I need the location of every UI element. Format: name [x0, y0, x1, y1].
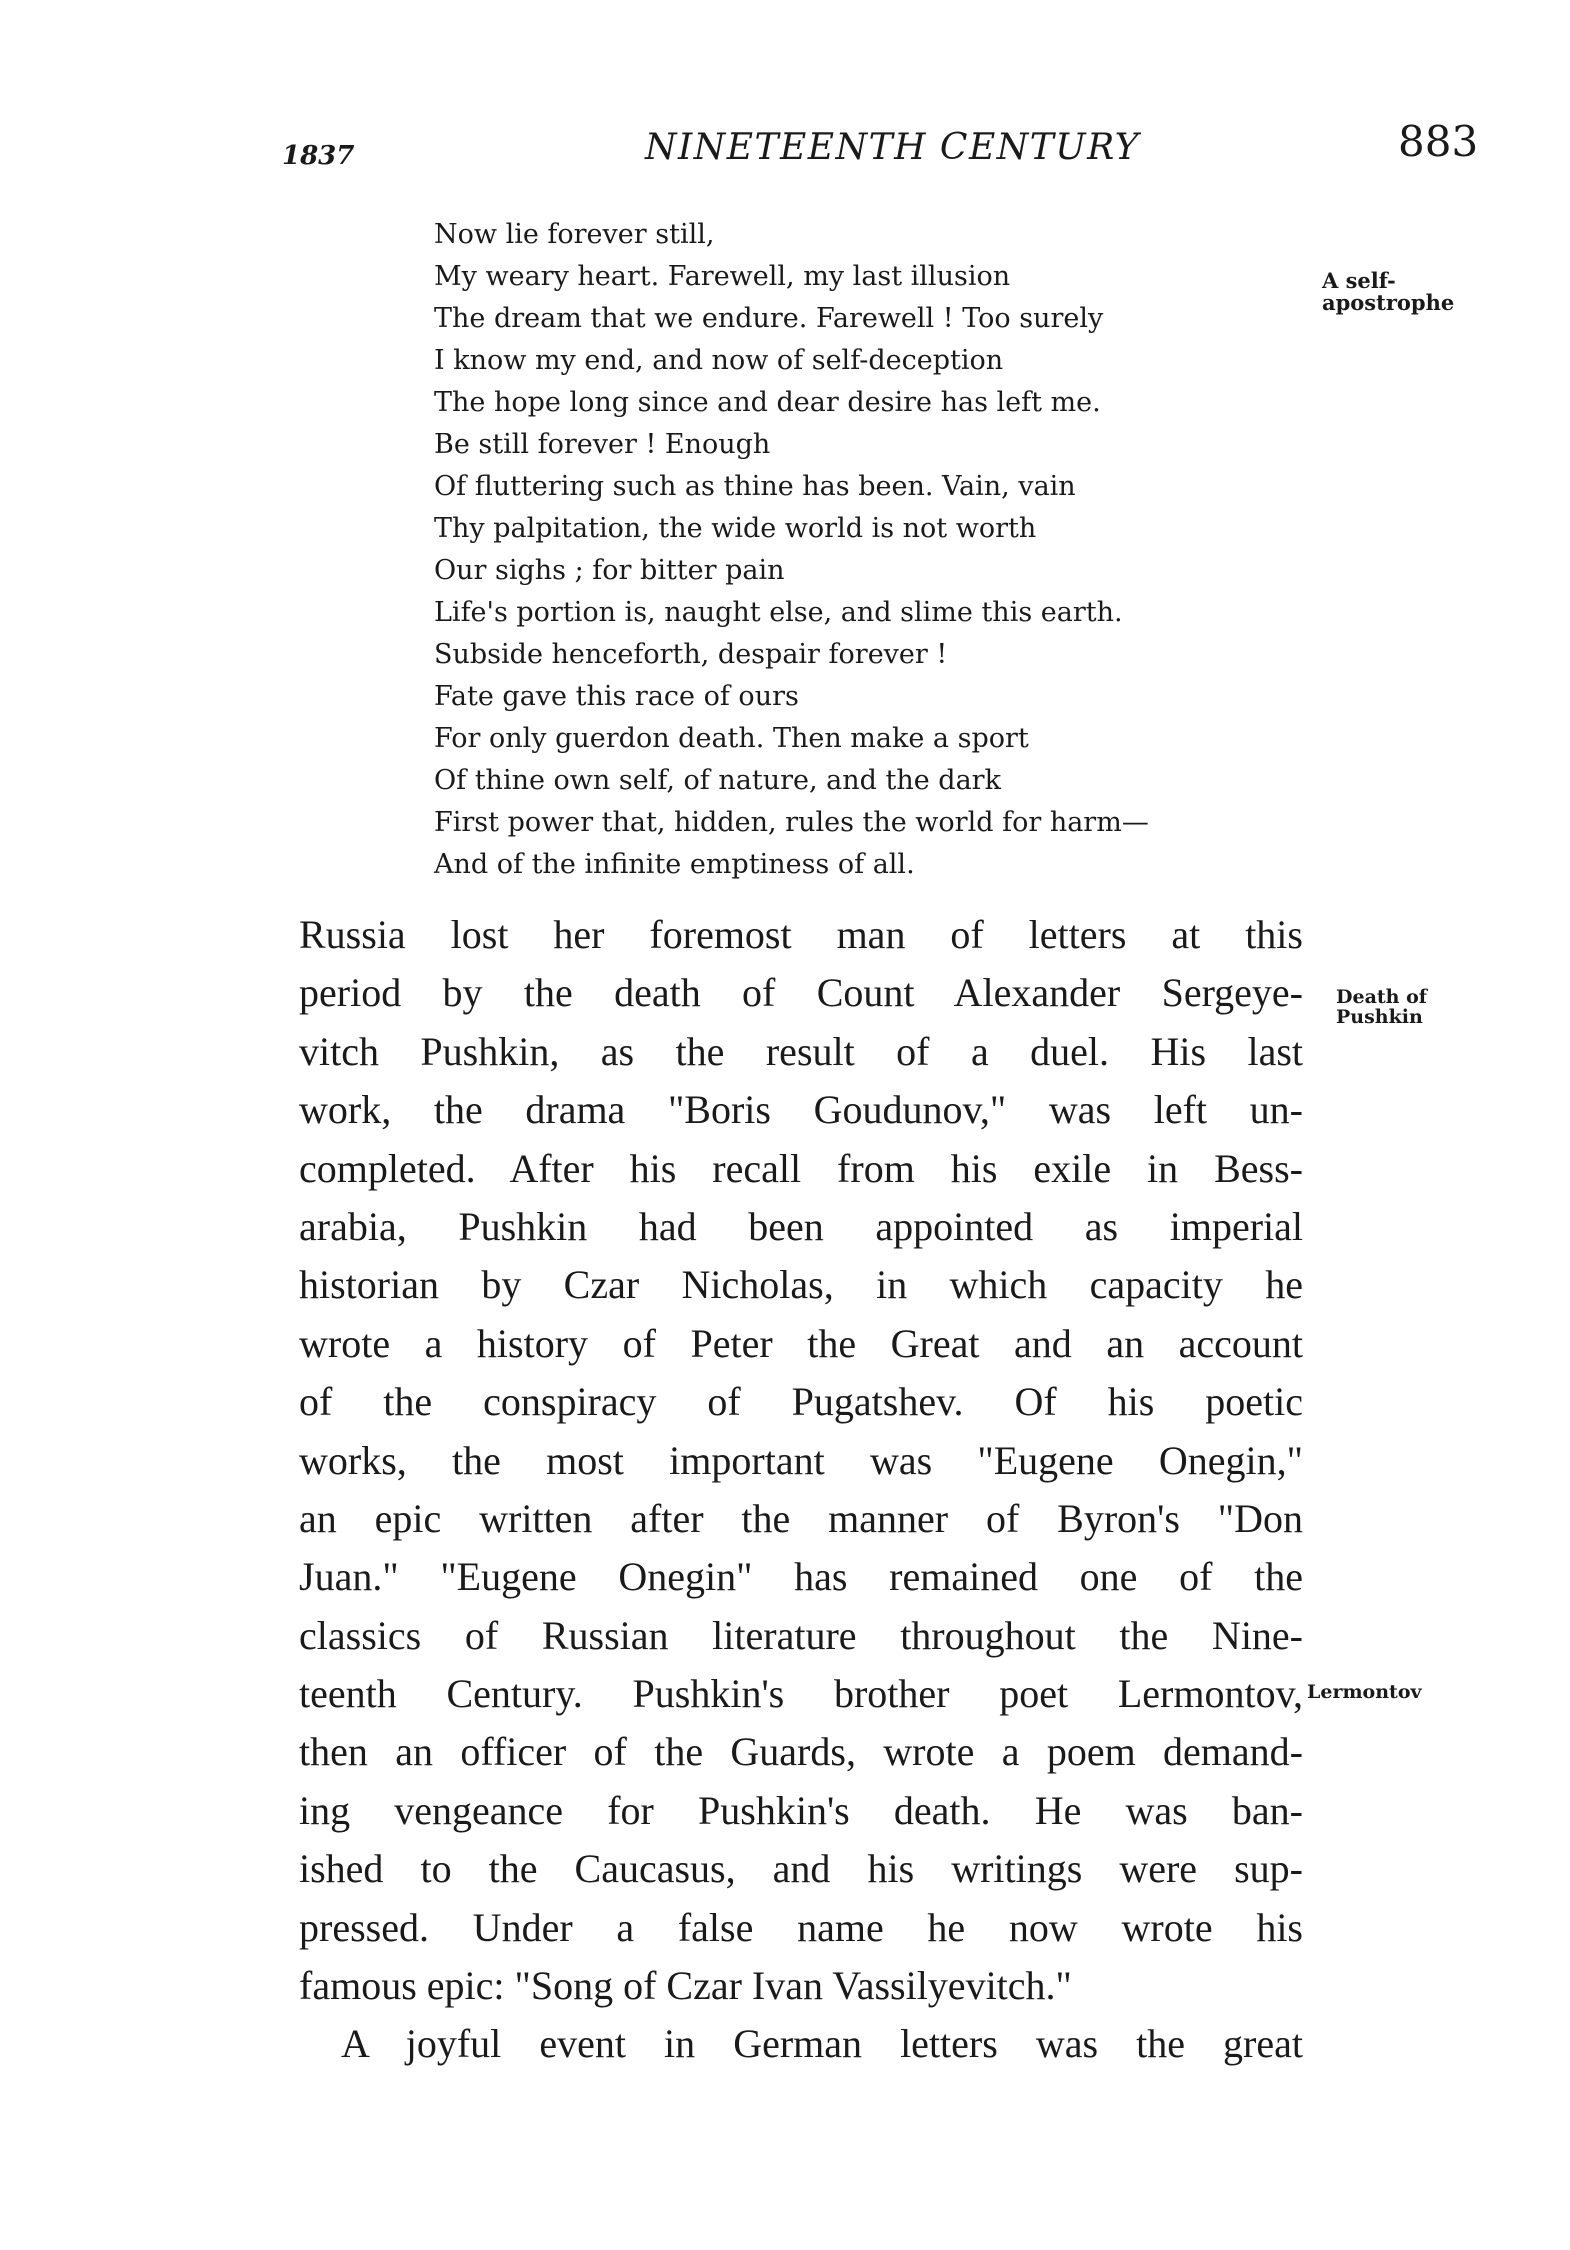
margin-note-line: A self- [1322, 268, 1396, 293]
page-number: 883 [1398, 117, 1479, 166]
poem-line: For only guerdon death. Then make a sport [434, 723, 1029, 754]
poem-line: Of thine own self, of nature, and the dark [434, 765, 1001, 796]
prose-line: teenth Century. Pushkin's brother poet Lermontov, [299, 1671, 1303, 1717]
poem-line: First power that, hidden, rules the world for harm— [434, 807, 1149, 838]
prose-line: period by the death of Count Alexander Sergeye- [299, 970, 1303, 1016]
prose-line: then an officer of the Guards, wrote a poem demand- [299, 1729, 1303, 1775]
margin-note-line: Pushkin [1336, 1006, 1423, 1028]
prose-line: work, the drama "Boris Goudunov," was left un- [299, 1087, 1303, 1133]
poem-line: The dream that we endure. Farewell ! Too surely [434, 303, 1104, 334]
prose-line: vitch Pushkin, as the result of a duel. His last [299, 1028, 1303, 1074]
prose-line: ished to the Caucasus, and his writings were sup- [299, 1846, 1303, 1892]
poem-line: Fate gave this race of ours [434, 681, 799, 712]
margin-note-death-of-pushkin [1336, 987, 1427, 1027]
poem-line: And of the infinite emptiness of all. [434, 849, 915, 880]
poem-line: Thy palpitation, the wide world is not worth [434, 513, 1037, 544]
prose-line: A joyful event in German letters was the great [341, 2021, 1303, 2067]
prose-line: classics of Russian literature throughout the Nine- [299, 1612, 1303, 1658]
prose-block [299, 906, 1303, 2074]
poem-line: Our sighs ; for bitter pain [434, 555, 785, 586]
prose-line: historian by Czar Nicholas, in which capacity he [299, 1262, 1303, 1308]
prose-line: pressed. Under a false name he now wrote his [299, 1904, 1303, 1950]
poem-line: Of fluttering such as thine has been. Vain, vain [434, 471, 1076, 502]
prose-line: an epic written after the manner of Byron's "Don [299, 1495, 1303, 1541]
poem-line: The hope long since and dear desire has left me. [434, 387, 1101, 418]
prose-line: ing vengeance for Pushkin's death. He was ban- [299, 1787, 1303, 1833]
margin-note-line: Death of [1336, 986, 1427, 1008]
running-header-year: 1837 [282, 141, 355, 171]
prose-line: works, the most important was "Eugene Onegin," [299, 1437, 1303, 1483]
poem-line: Subside henceforth, despair forever ! [434, 639, 948, 670]
prose-line: arabia, Pushkin had been appointed as imperial [299, 1203, 1303, 1249]
poem-line: I know my end, and now of self-deception [434, 345, 1004, 376]
margin-note-line: Lermontov [1307, 1681, 1422, 1703]
margin-note-self-apostrophe [1322, 270, 1454, 314]
poem-line: Life's portion is, naught else, and slime this earth. [434, 597, 1123, 628]
prose-line: wrote a history of Peter the Great and an account [299, 1320, 1303, 1366]
prose-line: famous epic: "Song of Czar Ivan Vassilyevitch." [299, 1963, 1072, 2009]
prose-line: Juan." "Eugene Onegin" has remained one of the [299, 1554, 1303, 1600]
running-header-title: NINETEENTH CENTURY [645, 127, 1140, 168]
margin-note-lermontov [1307, 1681, 1422, 1703]
prose-line: of the conspiracy of Pugatshev. Of his poetic [299, 1379, 1303, 1425]
poem-line: Now lie forever still, [434, 219, 715, 250]
prose-line: completed. After his recall from his exile in Bess- [299, 1145, 1303, 1191]
prose-line: Russia lost her foremost man of letters at this [299, 912, 1303, 957]
margin-note-line: apostrophe [1322, 290, 1455, 315]
poem-block [434, 214, 1274, 886]
poem-line: Be still forever ! Enough [434, 429, 771, 460]
poem-line: My weary heart. Farewell, my last illusion [434, 261, 1011, 292]
